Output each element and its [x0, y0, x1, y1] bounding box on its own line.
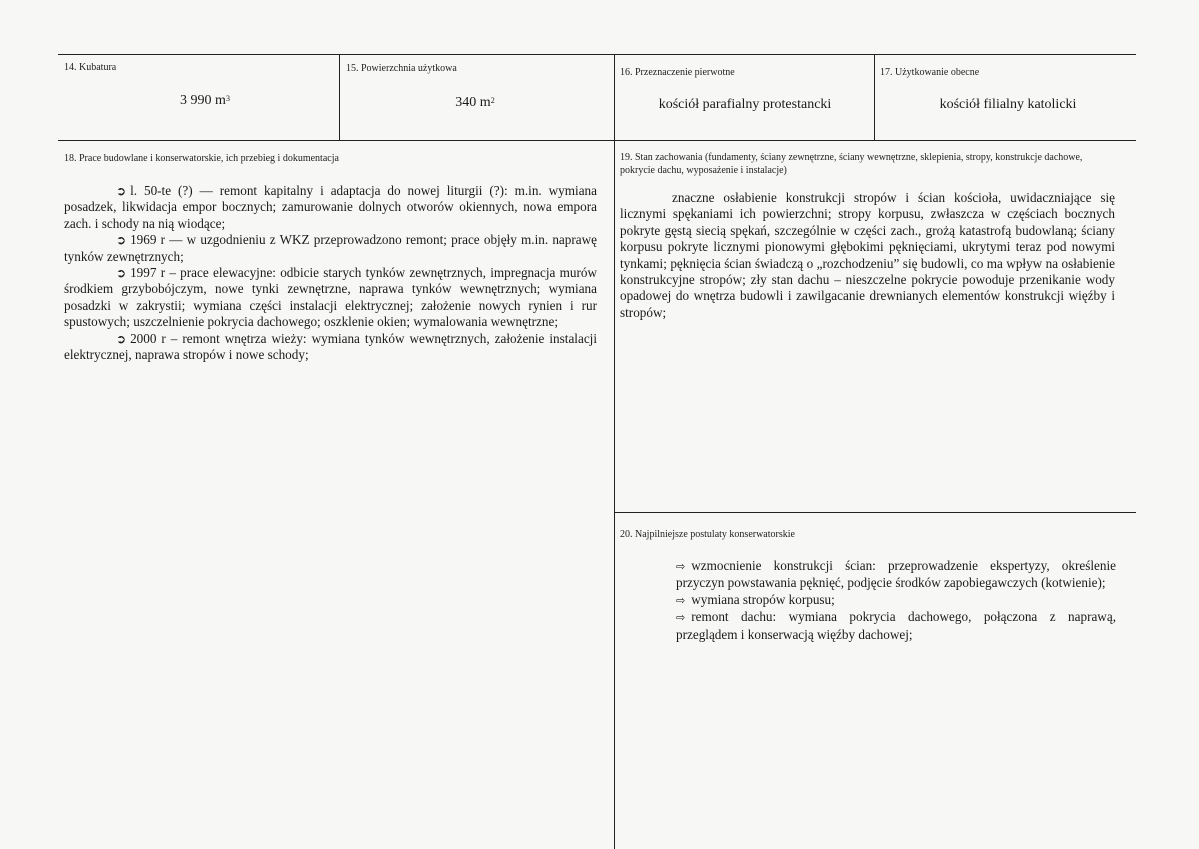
- postulaty-divider: [614, 512, 1136, 513]
- powierzchnia-value: [430, 94, 520, 111]
- uzytkowanie-label: 17. Użytkowanie obecne: [880, 67, 980, 78]
- curved-arrow-icon: ➲: [116, 331, 127, 346]
- prace-item: ➲ l. 50-te (?) — remont kapitalny i adaptacja do nowej liturgii (?): m.in. wymiana posadzek, likwidacja empor bocznych; zamurowanie dolnych otworów okiennych, nowa empora zach. i schody na nią wiodące;: [64, 183, 597, 231]
- powierzchnia-label: 15. Powierzchnia użytkowa: [346, 63, 457, 74]
- col-divider-2: [614, 54, 615, 849]
- uzytkowanie-value: kościół filialny katolicki: [939, 97, 1077, 112]
- prace-item: ➲ 1969 r — w uzgodnieniu z WKZ przeprowadzono remont; prace objęły m.in. naprawę tynków zewnętrznych;: [64, 232, 597, 264]
- top-border: [58, 54, 1136, 55]
- kubatura-unit-exponent: 3: [225, 94, 230, 103]
- col-divider-3: [874, 54, 875, 141]
- curved-arrow-icon: ➲: [116, 184, 127, 198]
- postulaty-item: ⇨ remont dachu: wymiana pokrycia dachowego, połączona z naprawą, przeglądem i konserwacją więźby dachowej;: [676, 609, 1116, 642]
- hollow-arrow-icon: ⇨: [676, 611, 686, 625]
- postulaty-label: 20. Najpilniejsze postulaty konserwatorskie: [620, 529, 795, 540]
- prace-label: 18. Prace budowlane i konserwatorskie, ich przebieg i dokumentacja: [64, 153, 339, 164]
- kubatura-value: [150, 92, 260, 109]
- powierzchnia-number: 340 m: [455, 95, 491, 110]
- powierzchnia-unit-exponent: 2: [490, 96, 495, 105]
- kubatura-number: 3 990 m: [180, 93, 226, 108]
- postulaty-item: ⇨ wymiana stropów korpusu;: [676, 591, 835, 607]
- przeznaczenie-value: kościół parafialny protestancki: [658, 97, 832, 112]
- hollow-arrow-icon: ⇨: [676, 560, 686, 573]
- prace-item: ➲ 1997 r – prace elewacyjne: odbicie starych tynków zewnętrznych, impregnacja murów środkiem grzybobójczym, nowe tynki zewnętrzne, naprawa tynków wewnętrznych; wymiana posadzki w zakrystii; wymiana części instalacji elektrycznej; założenie nowych rynien i rur spustowych; uszczelnienie pokrycia dachowego; oszklenie okien; wymalowania wewnętrzne;: [64, 265, 597, 330]
- prace-item: ➲ 2000 r – remont wnętrza wieży: wymiana tynków wewnętrznych, założenie instalacji elektrycznej, naprawa stropów i nowe schody;: [64, 330, 597, 363]
- przeznaczenie-label: 16. Przeznaczenie pierwotne: [620, 67, 735, 78]
- postulaty-item: ⇨ wzmocnienie konstrukcji ścian: przeprowadzenie ekspertyzy, określenie przyczyn powstawania pęknięć, podjęcie środków zapobiegawczych (kotwienie);: [676, 558, 1116, 591]
- curved-arrow-icon: ➲: [116, 233, 127, 248]
- row-divider: [58, 140, 1136, 141]
- curved-arrow-icon: ➲: [116, 266, 127, 281]
- prace-list: [64, 183, 597, 363]
- col-divider-1: [339, 54, 340, 141]
- stan-text: znaczne osłabienie konstrukcji stropów i ścian kościoła, uwidaczniające się licznymi spękaniami ich powierzchni; stropy korpusu, zwłaszcza w częściach bocznych pokryte gęstą siecią spękań, szczególnie w części zach., grożą katastrofą budowlaną; ściany korpusu pokryte licznymi pionowymi głębokimi pęknięciami, ukrytymi teraz pod nowymi tynkami; pęknięcia ścian świadczą o „rozchodzeniu” się budowli, co ma wpływ na osłabienie konstrukcyjne stropów; zły stan dachu – nieszczelne pokrycie powoduje przenikanie wody opadowej do wnętrza budowli i zawilgacanie drewnianych elementów konstrukcji więźby i stropów;: [620, 190, 1115, 320]
- hollow-arrow-icon: ⇨: [676, 593, 686, 607]
- stan-label: 19. Stan zachowania (fundamenty, ściany zewnętrzne, ściany wewnętrzne, sklepienia, stropy, konstrukcje dachowe, pokrycie dachu, wyposażenie i instalacje): [620, 152, 1083, 176]
- postulaty-list: [676, 558, 1116, 643]
- kubatura-label: 14. Kubatura: [64, 62, 117, 73]
